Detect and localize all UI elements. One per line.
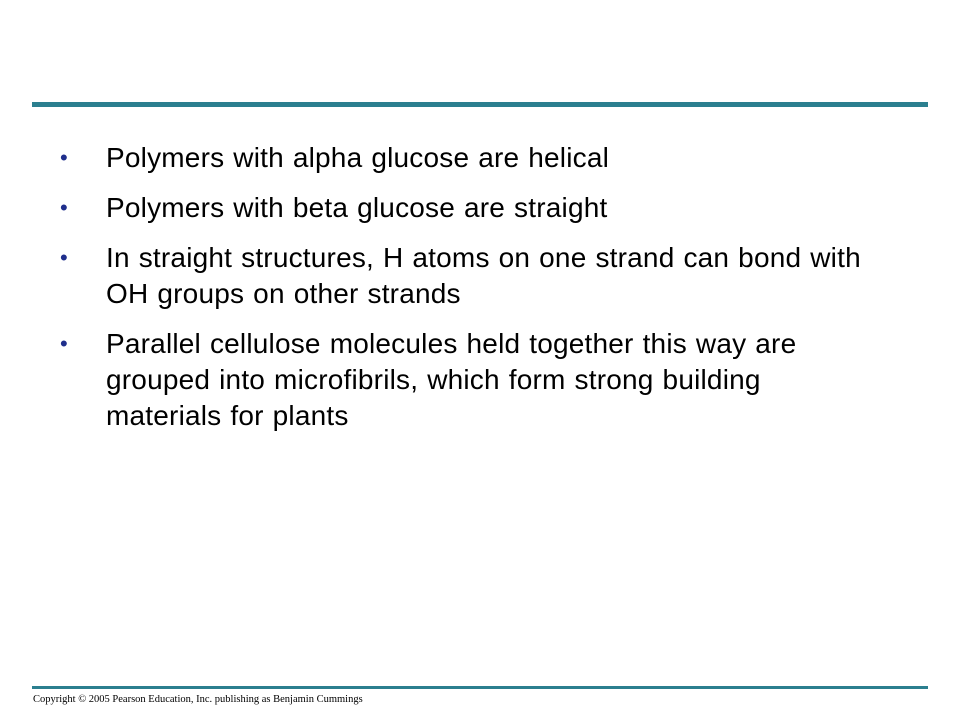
bottom-divider — [32, 686, 928, 689]
bullet-text: Polymers with alpha glucose are helical — [106, 142, 610, 173]
bullet-text: Parallel cellulose molecules held together this way are grouped into microfibrils, which form strong building materials for plants — [106, 328, 797, 431]
bullet-icon: • — [60, 145, 68, 170]
copyright-notice: Copyright © 2005 Pearson Education, Inc. publishing as Benjamin Cummings — [33, 694, 363, 705]
bullet-icon: • — [60, 331, 68, 356]
bullet-text: In straight structures, H atoms on one strand can bond with OH groups on other strands — [106, 242, 861, 309]
bullet-text: Polymers with beta glucose are straight — [106, 192, 608, 223]
bullet-list — [60, 140, 880, 448]
bullet-icon: • — [60, 195, 68, 220]
list-item — [60, 190, 880, 226]
bullet-icon: • — [60, 245, 68, 270]
list-item — [60, 240, 880, 312]
list-item — [60, 140, 880, 176]
top-divider — [32, 102, 928, 107]
list-item — [60, 326, 880, 434]
